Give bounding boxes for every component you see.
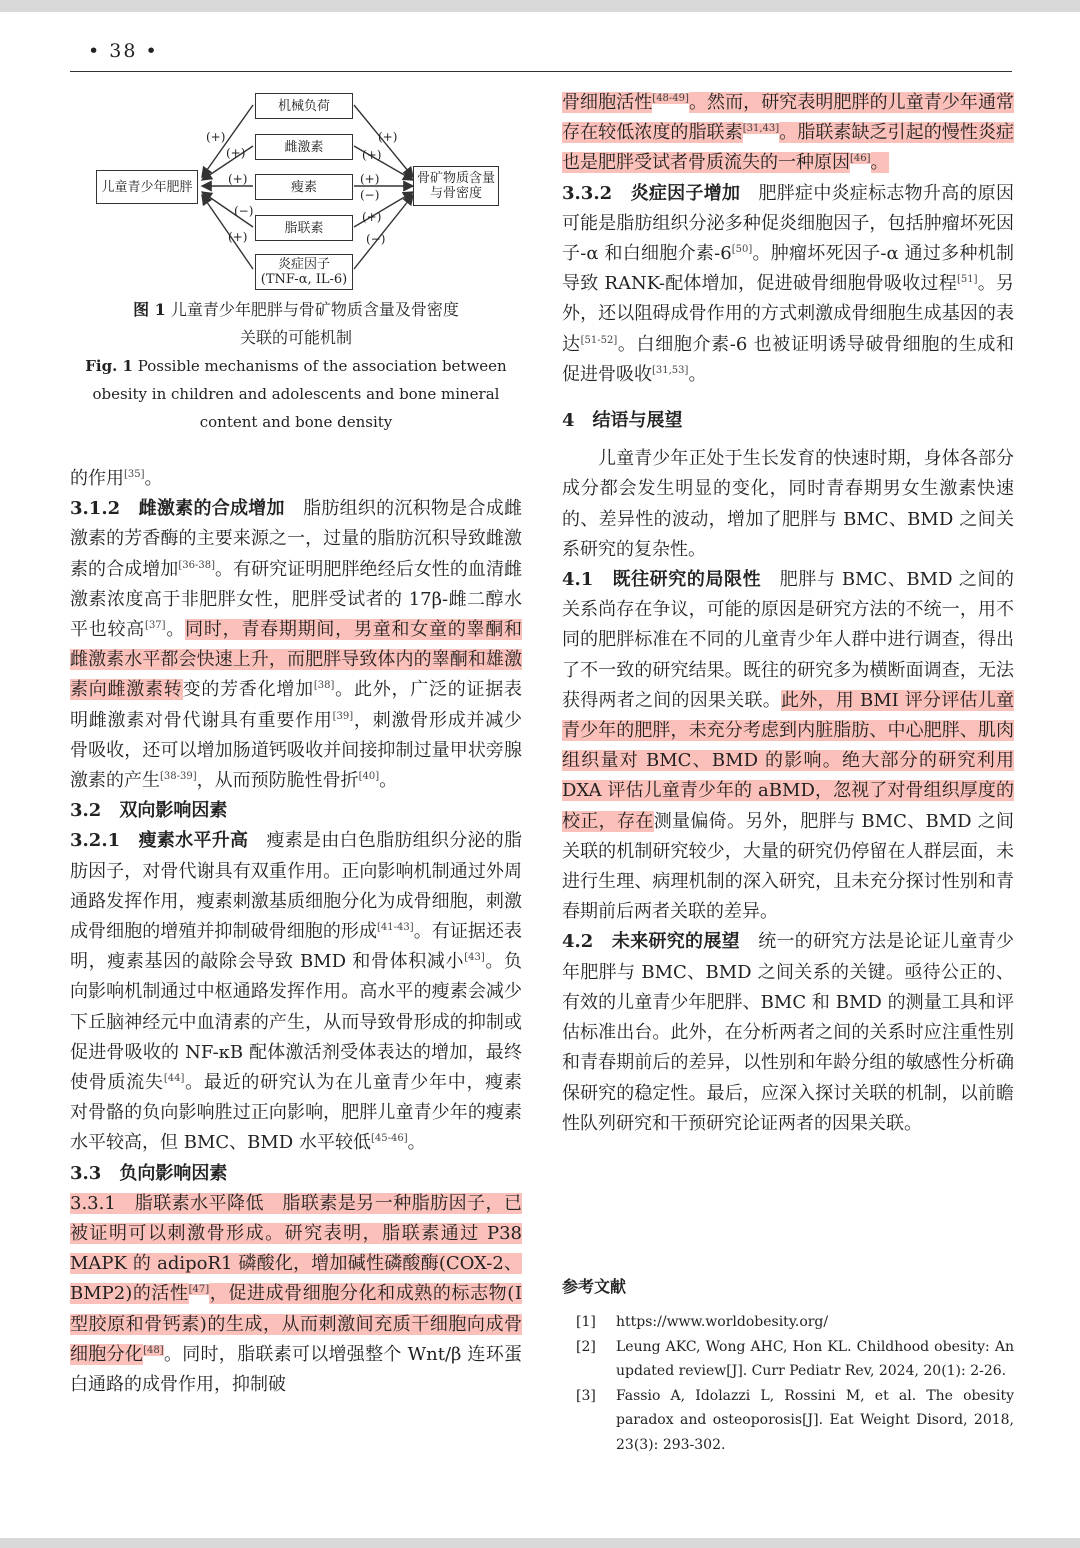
reference-text: Fassio A, Idolazzi L, Rossini M, et al. The obesity paradox and osteoporosis[J]. Eat Weight Disord, 2018, 23(3): 293-302.	[616, 1387, 1014, 1453]
estrogen-box: 雌激素	[255, 134, 353, 160]
figure-caption-cn	[70, 296, 522, 352]
citation: [39]	[332, 710, 354, 722]
text: ，从而预防脆性骨折	[196, 770, 359, 792]
caption-en-line1: Possible mechanisms of the association between	[137, 357, 507, 375]
caption-en-label: Fig. 1	[85, 357, 133, 375]
references-heading: 参考文献	[562, 1277, 627, 1296]
citation: [51]	[957, 274, 978, 286]
section-4-2	[562, 927, 1014, 1138]
citation: [37]	[145, 620, 166, 632]
section-heading: 4.1 既往研究的局限性	[562, 569, 762, 591]
reference-number: [1]	[576, 1314, 596, 1330]
text: 。同时，脂联素可以增强整个 Wnt/β 连环蛋白通路的成骨作用，抑制破	[70, 1343, 522, 1396]
text: 。负向影响机制通过中枢通路发挥作用。高水平的瘦素会减少下丘脑神经元中血清素的产生，从而导致骨形成的抑制或促进骨吸收的 NF-κB 配体激活剂受体表达的增加，最终使骨质流失	[70, 951, 522, 1094]
text: 。另外，还以阻碍成骨作用的方式刺激成骨细胞生成基因的表达	[562, 273, 1015, 355]
inflammation-line1: 炎症因子	[277, 257, 330, 272]
section-3-2-1	[70, 826, 522, 1158]
caption-cn-line2: 关联的可能机制	[239, 328, 352, 347]
citation: [48]	[143, 1344, 164, 1356]
caption-cn-line1: 儿童青少年肥胖与骨矿物质含量及骨密度	[170, 300, 459, 319]
citation: [41-43]	[377, 922, 414, 934]
section-4-intro: 儿童青少年正处于生长发育的快速时期，身体各部分成分都会发生明显的变化，同时青春期男女生激素快速的、差异性的波动，增加了肥胖与 BMC、BMD 之间关系研究的复杂性。	[562, 448, 1014, 560]
reference-item	[562, 1310, 1014, 1335]
highlighted-text: 。	[870, 152, 889, 174]
section-3-3-1	[70, 1189, 522, 1400]
inflammation-line2: (TNF-α, IL-6)	[260, 272, 348, 287]
sign-left-5: (+)	[228, 230, 248, 244]
text: 。此外，广泛的证据表明雌激素对骨代谢具有重要作用	[70, 679, 523, 731]
page-number: • 38 •	[88, 40, 159, 62]
text: 。肿瘤坏死因子-α 通过多种机制导致 RANK-配体增加，促进破骨细胞骨吸收过程	[562, 243, 1014, 295]
text: 。有研究证明肥胖绝经后女性的血清雌激素浓度高于非肥胖女性，肥胖受试者的 17β-雌二醇水平也较高	[70, 558, 523, 641]
citation: [50]	[731, 244, 753, 256]
text: 统一的研究方法是论证儿童青少年肥胖与 BMC、BMD 之间关系的关键。亟待公正的、有效的儿童青少年肥胖、BMC 和 BMD 的测量工具和评估标准出台。此外，在分析两者之间的关系时应注重性别和青春期前后的差异，以性别和年龄分组的敏感性分析确保研究的稳定性。最后，应深入探讨关联的机制，以前瞻性队列研究和干预研究论证两者的因果关联。	[562, 931, 1014, 1134]
text: 。最近的研究认为在儿童青少年中，瘦素对骨骼的负向影响胜过正向影响，肥胖儿童青少年的瘦素水平较高，但 BMC、BMD 水平较低	[70, 1072, 523, 1154]
citation: [45-46]	[370, 1133, 408, 1145]
text: 脂肪组织的沉积物是合成雌激素的芳香酶的主要来源之一，过量的脂肪沉积导致雌激素的合成增加	[70, 498, 523, 580]
caption-cn-label: 图 1	[133, 300, 166, 319]
text: 肥胖症中炎症标志物升高的原因可能是脂肪组织分泌多种促炎细胞因子，包括肿瘤坏死因子-α 和白细胞介素-6	[562, 182, 1014, 265]
figure-caption-en	[70, 352, 522, 436]
reference-item	[562, 1335, 1014, 1384]
adiponectin-box: 脂联素	[255, 215, 353, 241]
highlighted-text: 3.3.1 脂联素水平降低 脂联素是另一种脂肪因子，已被证明可以刺激骨形成。研究表明，脂联素通过 P38 MAPK 的 adipoR1 磷酸化，增加碱性磷酸酶(COX-2、BMP2)的活性	[70, 1192, 522, 1305]
reference-text: https://www.worldobesity.org/	[616, 1314, 829, 1330]
section-4-heading	[562, 406, 1014, 436]
bone-box-line1: 骨矿物质含量	[416, 171, 495, 186]
sign-left-3: (+)	[228, 172, 248, 186]
sign-right-3a: (+)	[360, 172, 380, 186]
citation: [51-52]	[580, 334, 618, 346]
highlighted-text: 骨细胞活性	[562, 92, 653, 113]
sign-left-4: (−)	[234, 204, 254, 218]
citation: [40]	[358, 771, 380, 783]
highlighted-text: 。然而，研究表明肥胖的儿童青少年通常存在较低浓度的脂联素	[562, 92, 1014, 144]
sign-right-1: (+)	[378, 130, 398, 144]
reference-item	[562, 1384, 1014, 1458]
section-heading: 4.2 未来研究的展望	[562, 931, 740, 953]
caption-en-line2: obesity in children and adolescents and bone mineral	[92, 385, 500, 403]
citation: [48-49]	[652, 93, 689, 104]
reference-text: Leung AKC, Wong AHC, Hon KL. Childhood obesity: An updated review[J]. Curr Pediatr Rev, 2024, 20(1): 2-26.	[616, 1338, 1014, 1379]
section-heading: 3.3 负向影响因素	[70, 1162, 228, 1184]
references-list	[562, 1310, 1014, 1457]
sign-right-3b: (−)	[360, 188, 380, 202]
paragraph-continuation	[562, 88, 1014, 179]
highlighted-text: ，促进成骨细胞分化和成熟的标志物(Ⅰ型胶原和骨钙素)的生成，从而刺激间充质干细胞向成骨细胞分化	[70, 1283, 522, 1365]
right-column	[562, 88, 1014, 1139]
citation: [44]	[163, 1073, 185, 1085]
citation: [38-39]	[160, 771, 197, 783]
text: 。有证据还表明，瘦素基因的敲除会导致 BMD 和骨体积减小	[70, 921, 523, 973]
text: 测量偏倚。另外，肥胖与 BMC、BMD 之间关联的机制研究较少，大量的研究仍停留在人群层面，未进行生理、病理机制的深入研究，且未充分探讨性别和青春期前后两者关联的差异。	[562, 810, 1015, 923]
figure-1-diagram	[70, 86, 522, 296]
citation: [31,53]	[652, 364, 689, 376]
citation: [38]	[313, 680, 335, 692]
section-heading: 3.2.1 瘦素水平升高	[70, 830, 249, 852]
text: 。	[379, 770, 398, 792]
reference-number: [3]	[576, 1387, 596, 1404]
text: 变的芳香化增加	[182, 679, 314, 701]
highlighted-text: 。脂联素缺乏引起的慢性炎症也是肥胖受试者骨质流失的一种原因	[562, 122, 1015, 174]
citation: [31,43]	[742, 123, 780, 135]
citation: [47]	[188, 1284, 210, 1296]
highlighted-text: 此外，用 BMI 评分评估儿童青少年的肥胖，未充分考虑到内脏脂肪、中心肥胖、肌肉组织量对 BMC、BMD 的影响。绝大部分的研究利用 DXA 评估儿童青少年的 aBMD，忽视了对骨组织厚度的校正，存在	[562, 689, 1014, 832]
obesity-box: 儿童青少年肥胖	[96, 170, 198, 204]
header-rule	[70, 71, 1012, 72]
section-heading: 3.2 双向影响因素	[70, 800, 228, 822]
citation: [46]	[850, 153, 871, 165]
section-heading: 4 结语与展望	[562, 410, 683, 432]
highlighted-text: 同时，青春期期间，男童和女童的睾酮和雌激素水平都会快速上升，而肥胖导致体内的睾酮和雄激素向雌激素转	[70, 619, 523, 701]
section-3-3-heading	[70, 1159, 522, 1189]
text: 的作用	[70, 468, 124, 489]
caption-en-line3: content and bone density	[199, 413, 393, 431]
citation: [43]	[464, 952, 485, 964]
bone-density-box	[413, 166, 499, 206]
text: 。白细胞介素-6 也被证明诱导破骨细胞的生成和促进骨吸收	[562, 333, 1014, 385]
section-3-1-2	[70, 494, 522, 796]
left-column	[70, 464, 522, 1400]
bottom-edge-bar	[0, 1538, 1080, 1548]
paragraph-continuation	[70, 464, 522, 494]
bone-box-line2: 与骨密度	[429, 186, 482, 201]
section-3-3-2	[562, 179, 1014, 390]
text: ，刺激骨形成并减少骨吸收，还可以增加肠道钙吸收并间接抑制过量甲状旁腺激素的产生	[70, 709, 523, 792]
sign-right-4: (+)	[362, 210, 382, 224]
leptin-box: 瘦素	[255, 174, 353, 200]
text: 。	[144, 468, 163, 489]
sign-right-2: (+)	[362, 148, 382, 162]
reference-number: [2]	[576, 1338, 596, 1355]
top-edge-bar	[0, 0, 1080, 12]
sign-left-2: (+)	[226, 146, 246, 160]
section-4-1	[562, 565, 1014, 927]
text: 。	[165, 619, 186, 641]
citation: [36-38]	[178, 559, 215, 571]
mechanical-load-box: 机械负荷	[255, 93, 353, 119]
sign-left-1: (+)	[206, 130, 226, 144]
text: 肥胖与 BMC、BMD 之间的关系尚存在争议，可能的原因是研究方法的不统一，用不同的肥胖标准在不同的儿童青少年人群中进行调查，得出了不一致的研究结果。既往的研究多为横断面调查，无法获得两者之间的因果关联。	[562, 569, 1014, 711]
citation: [35]	[124, 469, 145, 480]
text: 。	[688, 363, 707, 385]
sign-right-5: (−)	[366, 232, 386, 246]
text: 瘦素是由白色脂肪组织分泌的脂肪因子，对骨代谢具有双重作用。正向影响机制通过外周通路发挥作用，瘦素刺激基质细胞分化为成骨细胞，刺激成骨细胞的增殖并抑制破骨细胞的形成	[70, 830, 522, 943]
inflammation-box	[255, 254, 353, 290]
section-heading: 3.3.2 炎症因子增加	[562, 182, 741, 204]
section-3-2-heading	[70, 796, 522, 826]
section-heading: 3.1.2 雌激素的合成增加	[70, 498, 285, 520]
text: 。	[407, 1132, 426, 1154]
